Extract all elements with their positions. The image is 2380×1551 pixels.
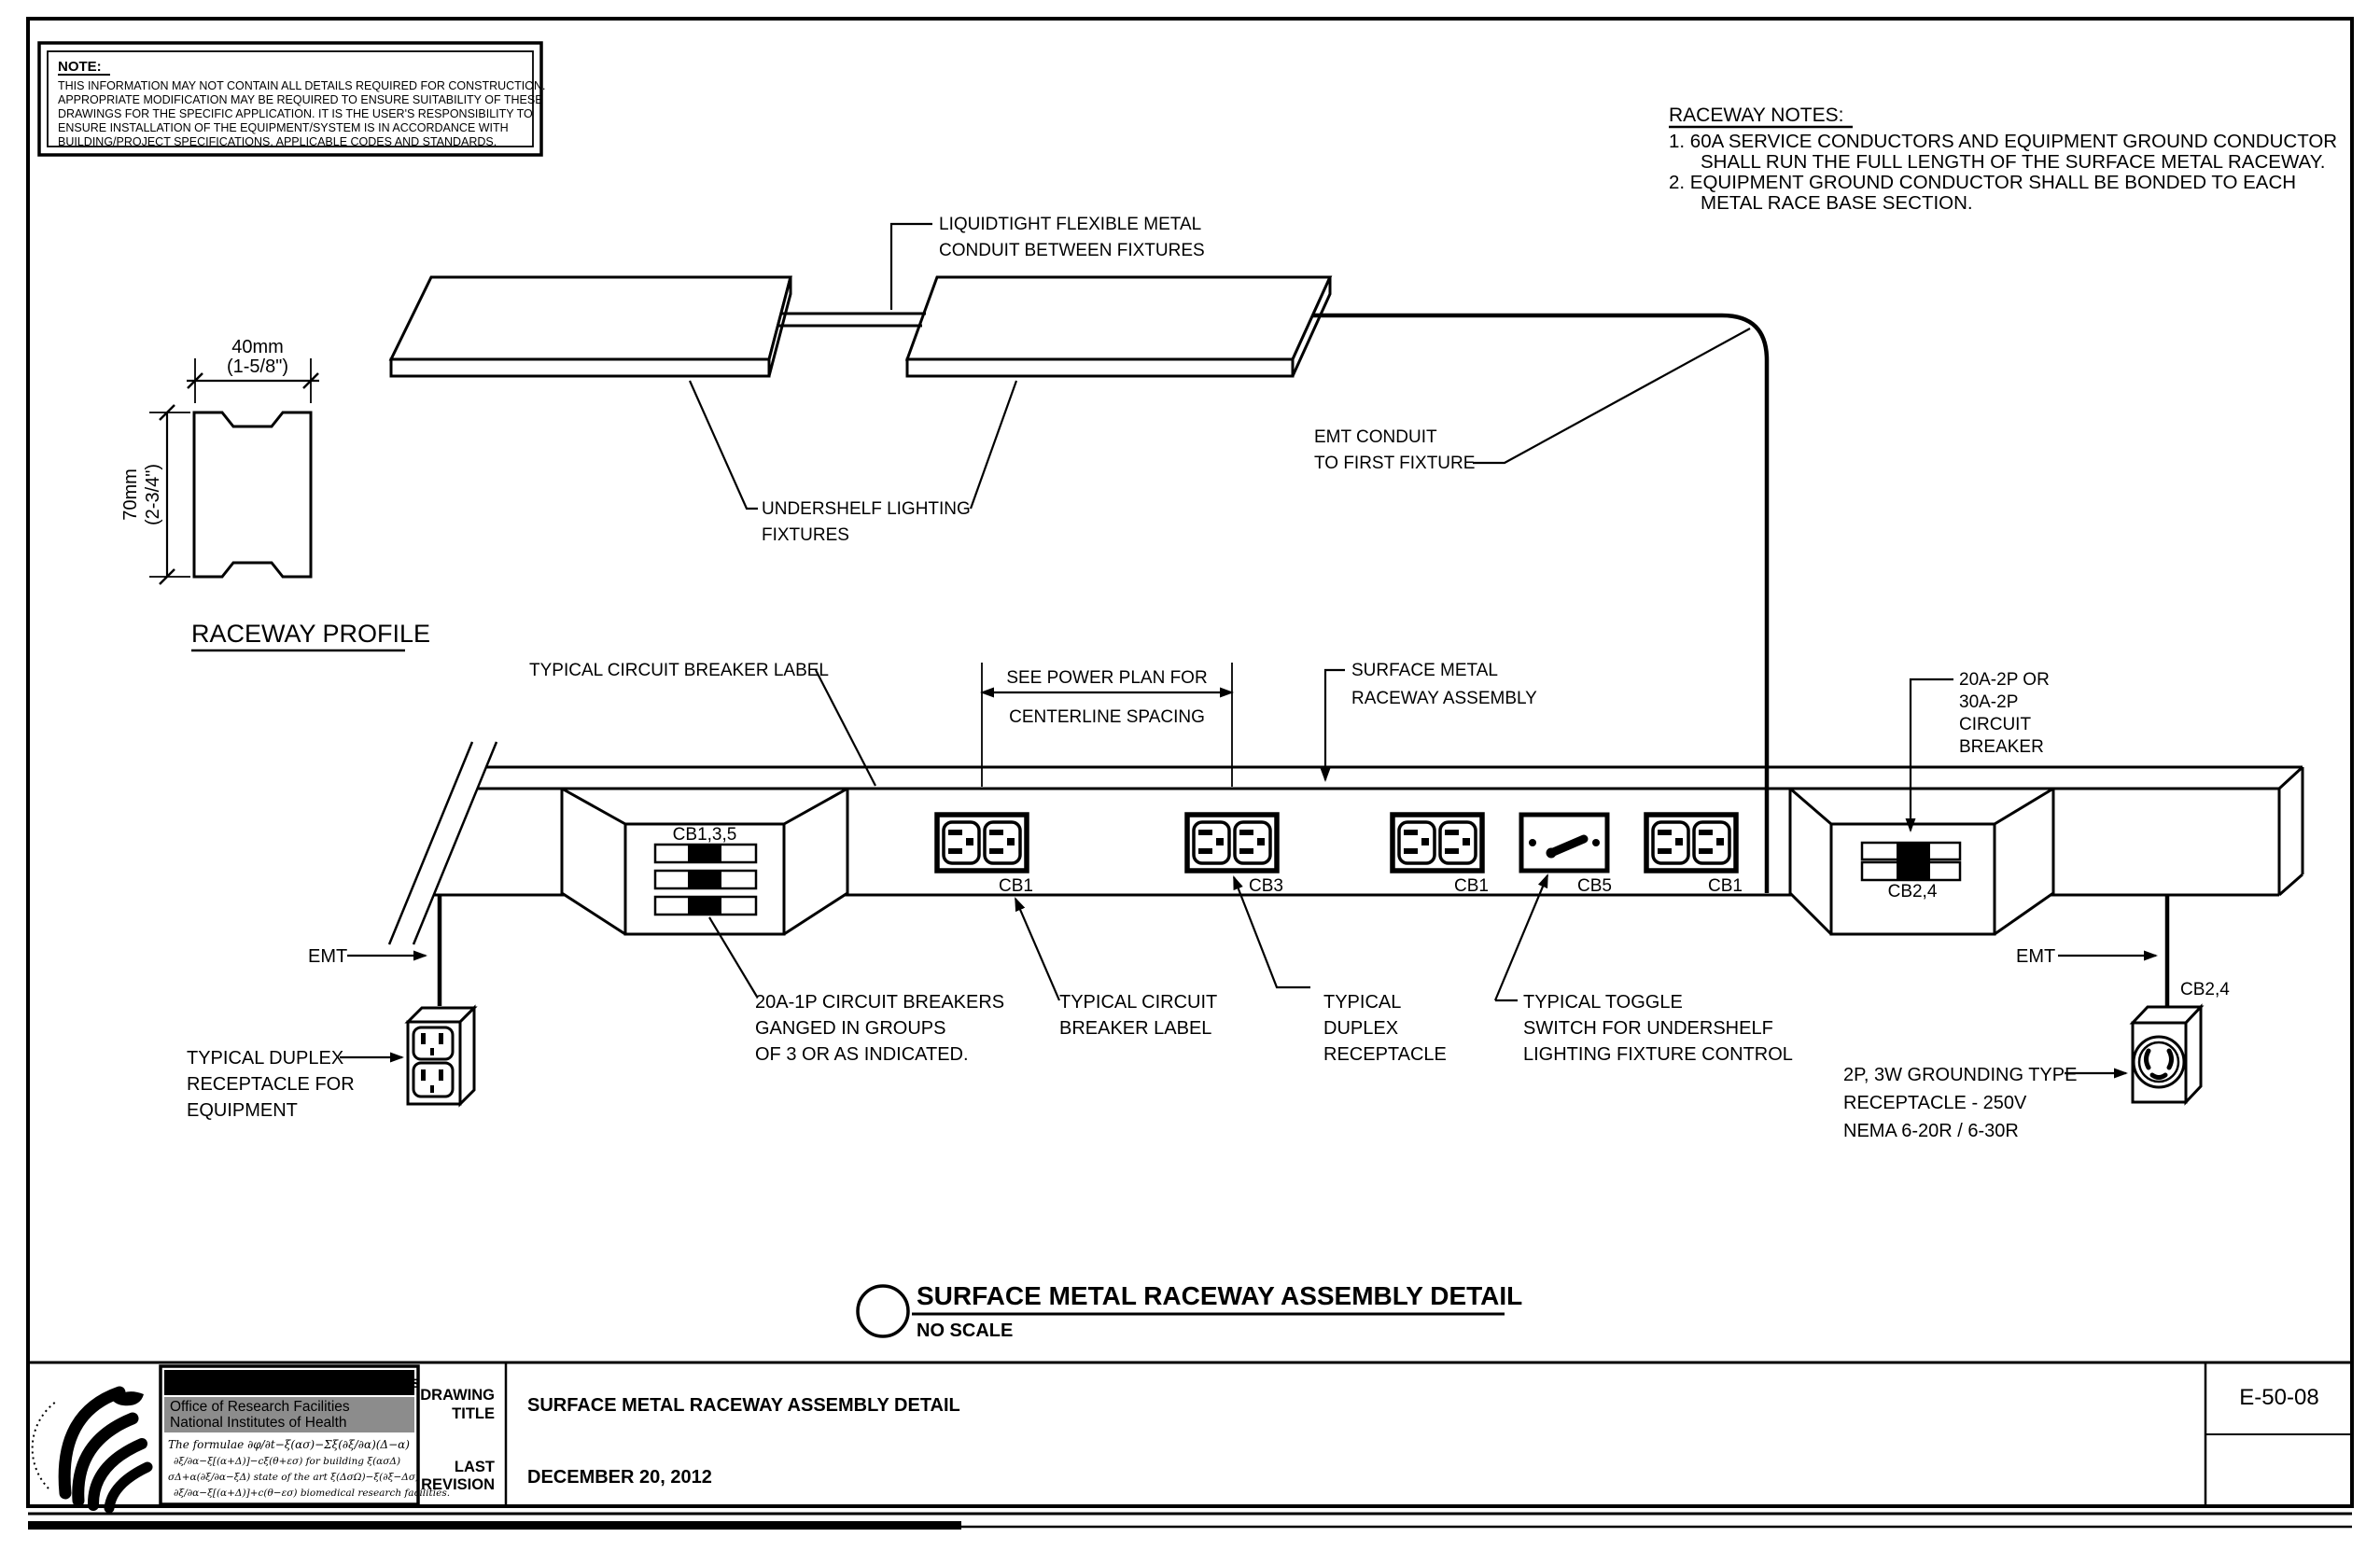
- duplex-receptacle-module: [1646, 815, 1736, 871]
- callout-typical-toggle: TYPICAL TOGGLE: [1523, 992, 1683, 1013]
- detail-bubble: [858, 1286, 908, 1336]
- outlet-slot: [439, 1033, 443, 1044]
- callout-grounding: NEMA 6-20R / 6-30R: [1843, 1121, 2019, 1141]
- callout-power-plan: SEE POWER PLAN FOR: [1006, 668, 1208, 688]
- raceway-right-bottom-edge: [2279, 874, 2303, 895]
- outlet-slot: [439, 1069, 443, 1081]
- note-line: DRAWINGS FOR THE SPECIFIC APPLICATION. IT IS THE USER'S RESPONSIBILITY TO: [58, 107, 533, 120]
- detail-scale-text: NO SCALE: [917, 1320, 1014, 1341]
- module-label: CB1: [1708, 876, 1743, 896]
- callout-ganged: 20A-1P CIRCUIT BREAKERS: [755, 992, 1005, 1013]
- duplex-receptacle-module: [1393, 815, 1482, 871]
- profile-height-label-in: (2-3/4"): [143, 463, 163, 526]
- drawing-title-label: DRAWING: [420, 1387, 495, 1404]
- note-line: ENSURE INSTALLATION OF THE EQUIPMENT/SYSTEM IS IN ACCORDANCE WITH: [58, 121, 509, 134]
- callout-surface-metal: RACEWAY ASSEMBLY: [1351, 689, 1537, 708]
- note-box: [39, 43, 546, 155]
- callout-ganged: GANGED IN GROUPS: [755, 1018, 946, 1039]
- break-line: [413, 742, 497, 944]
- raceway-notes: [1669, 105, 2337, 214]
- break-line: [389, 742, 472, 944]
- breaker-group-left-label: CB1,3,5: [672, 825, 737, 845]
- hhs-seal-ring: [33, 1402, 56, 1488]
- screw-dot: [1592, 839, 1600, 846]
- callout-duplex-equipment: EQUIPMENT: [187, 1100, 298, 1121]
- callout-duplex-equipment: RECEPTACLE FOR: [187, 1074, 355, 1095]
- outlet-ground: [430, 1048, 434, 1055]
- hhs-eagle-wing: [109, 1467, 147, 1508]
- callout-ganged: OF 3 OR AS INDICATED.: [755, 1044, 969, 1065]
- callout-emt-right: EMT: [2016, 946, 2056, 967]
- leader-emt-fixture: [1473, 328, 1750, 463]
- fixture-2-top: [907, 277, 1330, 359]
- duplex-receptacle-module: [1187, 815, 1277, 871]
- callout-cb-label-bottom: BREAKER LABEL: [1059, 1018, 1212, 1039]
- last-revision-label: LAST: [454, 1459, 495, 1475]
- leader-liquidtight: [891, 224, 932, 310]
- fixture-2-front: [907, 359, 1293, 376]
- screw-dot: [1529, 839, 1536, 846]
- raceway-note-line: SHALL RUN THE FULL LENGTH OF THE SURFACE METAL RACEWAY.: [1701, 151, 2326, 173]
- callout-surface-metal: SURFACE METAL: [1351, 661, 1498, 680]
- breaker-group-right: [1790, 789, 2053, 934]
- breaker-bar-handle: [1897, 843, 1930, 880]
- module-label: CB1: [1454, 876, 1489, 896]
- lighting-fixtures: [391, 215, 1750, 545]
- raceway-right-top-edge: [2279, 767, 2303, 789]
- profile-width-label: 40mm: [231, 337, 284, 357]
- sheet-number: E-50-08: [2239, 1385, 2319, 1410]
- profile-title: RACEWAY PROFILE: [191, 620, 431, 648]
- raceway-note-line: 1. 60A SERVICE CONDUCTORS AND EQUIPMENT GROUND CONDUCTOR: [1669, 131, 2338, 152]
- raceway-notes-heading: RACEWAY NOTES:: [1669, 105, 1844, 126]
- drawing-title-label: TITLE: [452, 1405, 495, 1422]
- emt-conduit-path: [1313, 315, 1767, 893]
- receptacle-box-side: [2186, 1007, 2201, 1102]
- lower-callouts: [709, 875, 1793, 1065]
- leader-cb-label-bottom: [1015, 899, 1059, 1000]
- profile-width-label-in: (1-5/8"): [226, 356, 289, 377]
- raceway-note-line: METAL RACE BASE SECTION.: [1701, 192, 1973, 214]
- hhs-logo: [33, 1391, 147, 1508]
- callout-breaker-2p: 30A-2P: [1959, 692, 2019, 712]
- sheet-bottom-bar: [28, 1521, 961, 1530]
- callout-emt-left: EMT: [308, 946, 348, 967]
- callout-duplex-equipment: TYPICAL DUPLEX: [187, 1048, 344, 1069]
- raceway-assembly: [389, 742, 2303, 944]
- callout-grounding: RECEPTACLE - 250V: [1843, 1093, 2027, 1113]
- callout-typical-toggle: SWITCH FOR UNDERSHELF: [1523, 1018, 1773, 1039]
- dtr-tagline: ∂ξ/∂α−ξ[(α+Δ)]+c(θ−εσ) biomedical research facilities.: [174, 1488, 451, 1499]
- callout-typical-toggle: LIGHTING FIXTURE CONTROL: [1523, 1044, 1793, 1065]
- dtr-office: Office of Research Facilities: [170, 1399, 350, 1415]
- profile-height-label: 70mm: [120, 468, 141, 521]
- equipment-receptacle-left: [187, 895, 474, 1121]
- module-label: CB1: [999, 876, 1033, 896]
- last-revision-label: REVISION: [421, 1476, 495, 1493]
- dtr-tagline: σΔ+α(∂ξ/∂α−ξΔ) state of the art ξ(ΔσΩ)−ξ(∂ξ−Δσ): [168, 1472, 420, 1483]
- callout-breaker-2p: BREAKER: [1959, 737, 2044, 757]
- twistlock-slot: [2147, 1051, 2149, 1068]
- detail-title-text: SURFACE METAL RACEWAY ASSEMBLY DETAIL: [917, 1281, 1523, 1310]
- note-line: BUILDING/PROJECT SPECIFICATIONS, APPLICABLE CODES AND STANDARDS.: [58, 135, 497, 148]
- toggle-switch-module: [1521, 815, 1607, 871]
- detail-title: [858, 1281, 1522, 1341]
- dtr-box: [161, 1366, 450, 1504]
- callout-grounding: 2P, 3W GROUNDING TYPE: [1843, 1065, 2078, 1085]
- leader-undershelf-1: [690, 381, 758, 509]
- twistlock-slot: [2152, 1075, 2165, 1078]
- dtr-institute: National Institutes of Health: [170, 1415, 347, 1431]
- note-line: THIS INFORMATION MAY NOT CONTAIN ALL DETAILS REQUIRED FOR CONSTRUCTION.: [58, 79, 546, 92]
- dtr-tagline: The formulae ∂φ/∂t−ξ(ασ)−Σξ(∂ξ/∂α)(Δ−α): [168, 1438, 410, 1451]
- callout-breaker-2p: CIRCUIT: [1959, 715, 2032, 734]
- breaker-bar-handle: [688, 897, 721, 915]
- dtr-tagline: ∂ξ/∂α−ξ[(α+Δ)]−cξ(θ+εσ) for building ξ(ασΔ): [174, 1456, 401, 1467]
- fixture-1-front: [391, 359, 769, 376]
- callout-liquidtight: LIQUIDTIGHT FLEXIBLE METAL: [939, 215, 1202, 234]
- twistlock-slot: [2169, 1051, 2172, 1068]
- duplex-receptacle-module: [937, 815, 1027, 871]
- breaker-bar-handle: [688, 871, 721, 888]
- outlet-ground: [430, 1085, 434, 1093]
- callout-emt-fixture: TO FIRST FIXTURE: [1314, 454, 1476, 473]
- outlet-slot: [421, 1069, 426, 1081]
- last-revision-value: DECEMBER 20, 2012: [527, 1467, 712, 1488]
- breaker-group-right-label: CB2,4: [1887, 882, 1938, 901]
- dtr-division: Division of Technical Resources: [170, 1373, 421, 1391]
- breaker-bar-handle: [688, 845, 721, 862]
- raceway-profile-shape: [194, 412, 311, 577]
- callout-cb-label-bottom: TYPICAL CIRCUIT: [1059, 992, 1218, 1013]
- raceway-profile: [120, 337, 430, 650]
- callout-cb24: CB2,4: [2180, 980, 2230, 999]
- callout-liquidtight: CONDUIT BETWEEN FIXTURES: [939, 241, 1205, 260]
- note-line: APPROPRIATE MODIFICATION MAY BE REQUIRED TO ENSURE SUITABILITY OF THESE: [58, 93, 543, 106]
- callout-breaker-2p: 20A-2P OR: [1959, 670, 2050, 690]
- callout-typical-duplex: RECEPTACLE: [1323, 1044, 1447, 1065]
- leader-surface-metal: [1325, 670, 1345, 780]
- callout-power-plan: CENTERLINE SPACING: [1009, 707, 1205, 727]
- callout-typical-duplex: DUPLEX: [1323, 1018, 1399, 1039]
- fixture-1-top: [391, 277, 791, 359]
- raceway-note-line: 2. EQUIPMENT GROUND CONDUCTOR SHALL BE BONDED TO EACH: [1669, 172, 2297, 193]
- note-title: NOTE:: [58, 59, 102, 75]
- outlet-slot: [421, 1033, 426, 1044]
- leader-undershelf-2: [971, 381, 1016, 509]
- callout-typical-duplex: TYPICAL: [1323, 992, 1402, 1013]
- module-label: CB3: [1249, 876, 1283, 896]
- drawing-title-value: SURFACE METAL RACEWAY ASSEMBLY DETAIL: [527, 1395, 960, 1416]
- callout-cb-label-top: TYPICAL CIRCUIT BREAKER LABEL: [529, 661, 829, 680]
- module-label: CB5: [1577, 876, 1612, 896]
- callout-emt-fixture: EMT CONDUIT: [1314, 427, 1437, 447]
- title-block: [28, 1362, 2352, 1508]
- receptacle-box-side: [460, 1008, 474, 1104]
- callout-undershelf: FIXTURES: [762, 525, 849, 545]
- breaker-group-left: [562, 789, 847, 934]
- callout-undershelf: UNDERSHELF LIGHTING: [762, 499, 971, 519]
